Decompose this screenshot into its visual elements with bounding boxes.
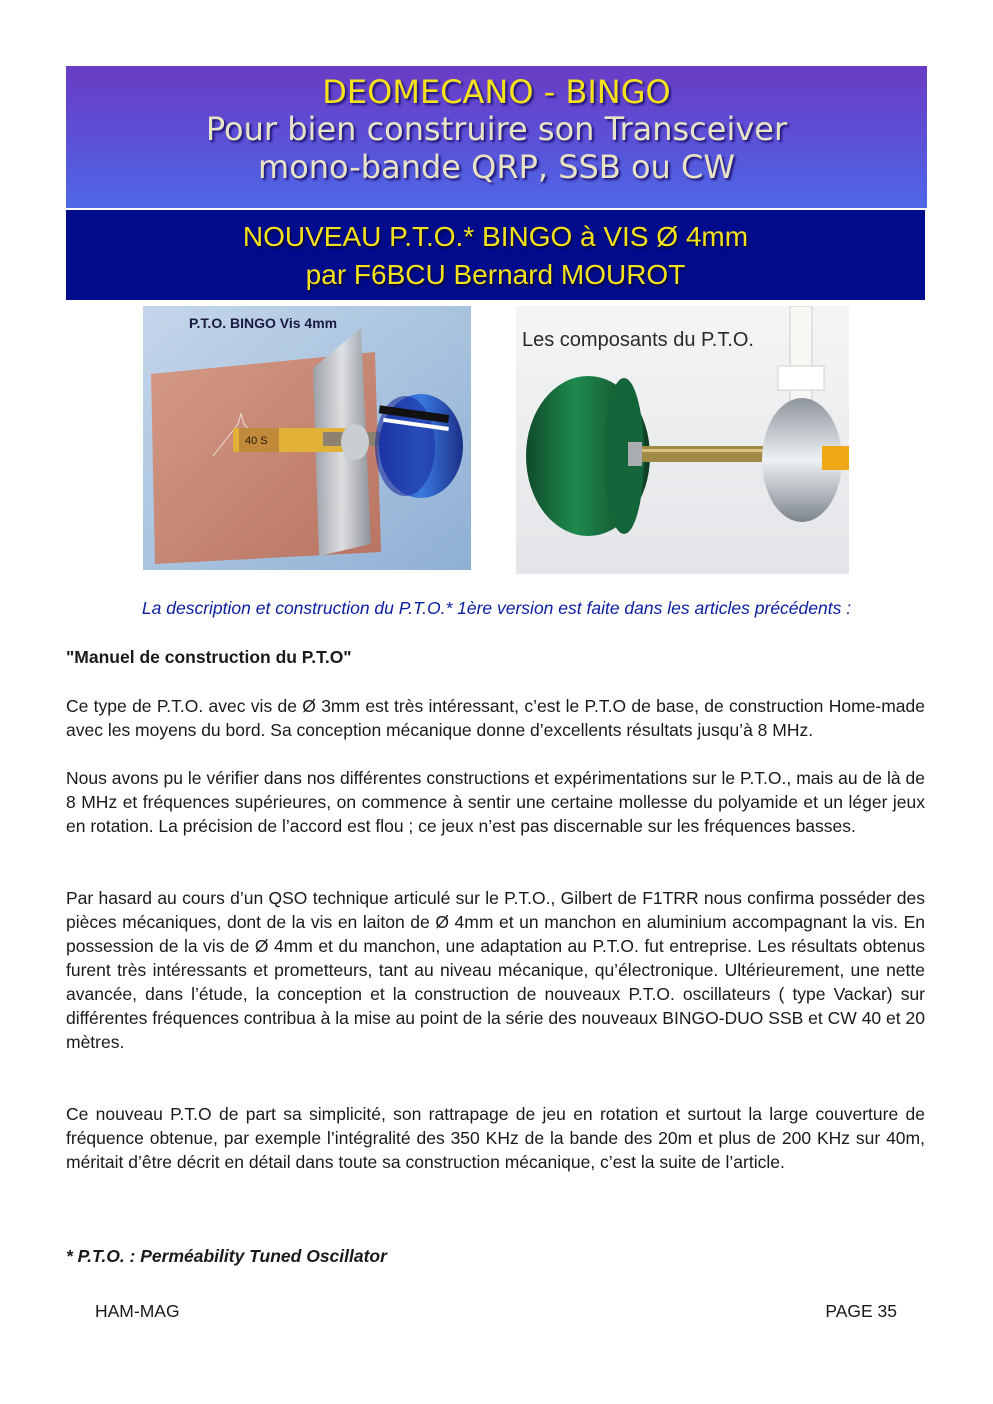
intro-text: La description et construction du P.T.O.* 1ère version est faite dans les articles précédents : <box>141 598 852 618</box>
subtitle-line-1: NOUVEAU P.T.O.* BINGO à VIS Ø 4mm <box>242 221 749 252</box>
paragraph-3: Par hasard au cours d’un QSO technique articulé sur le P.T.O., Gilbert de F1TRR nous confirma posséder des pièces mécaniques, dont de la vis en laiton de Ø 4mm et un manchon en aluminium accompagnant la vis. En possession de la vis de Ø 4mm et du manchon, une adaptation au P.T.O. fut entreprise. Les résultats obtenus furent très intéressants et prometteurs, tant au niveau mécanique, qu’électronique. Ultérieurement, une nette avancée, dans l’étude, la conception et la construction de nouveaux P.T.O. oscillateurs ( type Vackar) sur différentes fréquences contribua à la mise au point de la série des nouveaux BINGO-DUO SSB et CW 40 et 20 mètres. <box>66 888 925 1052</box>
footer-publication: HAM-MAG <box>95 1301 180 1321</box>
title-line-2: Pour bien construire son Transceiver <box>205 110 788 148</box>
subtitle-banner <box>66 210 925 300</box>
pto-components-photo <box>516 306 849 574</box>
paragraph-4: Ce nouveau P.T.O de part sa simplicité, son rattrapage de jeu en rotation et surtout la large couverture de fréquence obtenue, par exemple l’intégralité des 350 KHz de la bande des 20m et plus de 200 KHz sur 40m, méritait d’être décrit en détail dans toute sa construction mécanique, c’est la suite de l’article. <box>66 1104 925 1172</box>
paragraph-2: Nous avons pu le vérifier dans nos différentes constructions et expérimentations sur le P.T.O., mais au de là de 8 MHz et fréquences supérieures, on commence à sentir une certaine mollesse du polyamide et un léger jeux en rotation. La précision de l’accord est flou ; ce jeux n’est pas discernable sur les fréquences basses. <box>66 768 925 836</box>
coil-marking: 40 S <box>245 435 268 447</box>
title-line-3: mono-bande QRP, SSB ou CW <box>258 148 735 186</box>
right-photo-caption: Les composants du P.T.O. <box>522 329 754 351</box>
footnote: * P.T.O. : Perméability Tuned Oscillator <box>66 1246 387 1266</box>
footer-page-number: PAGE 35 <box>825 1301 897 1321</box>
left-photo-caption: P.T.O. BINGO Vis 4mm <box>189 315 338 331</box>
pto-assembly-photo <box>143 306 471 570</box>
title-banner <box>66 66 927 208</box>
paragraph-1: Ce type de P.T.O. avec vis de Ø 3mm est très intéressant, c’est le P.T.O de base, de construction Home-made avec les moyens du bord. Sa conception mécanique donne d’excellents résultats jusqu’à 8 MHz. <box>66 696 925 740</box>
title-line-1: DEOMECANO - BINGO <box>322 73 671 111</box>
section-title: "Manuel de construction du P.T.O" <box>66 647 352 667</box>
subtitle-line-2: par F6BCU Bernard MOUROT <box>305 259 686 290</box>
